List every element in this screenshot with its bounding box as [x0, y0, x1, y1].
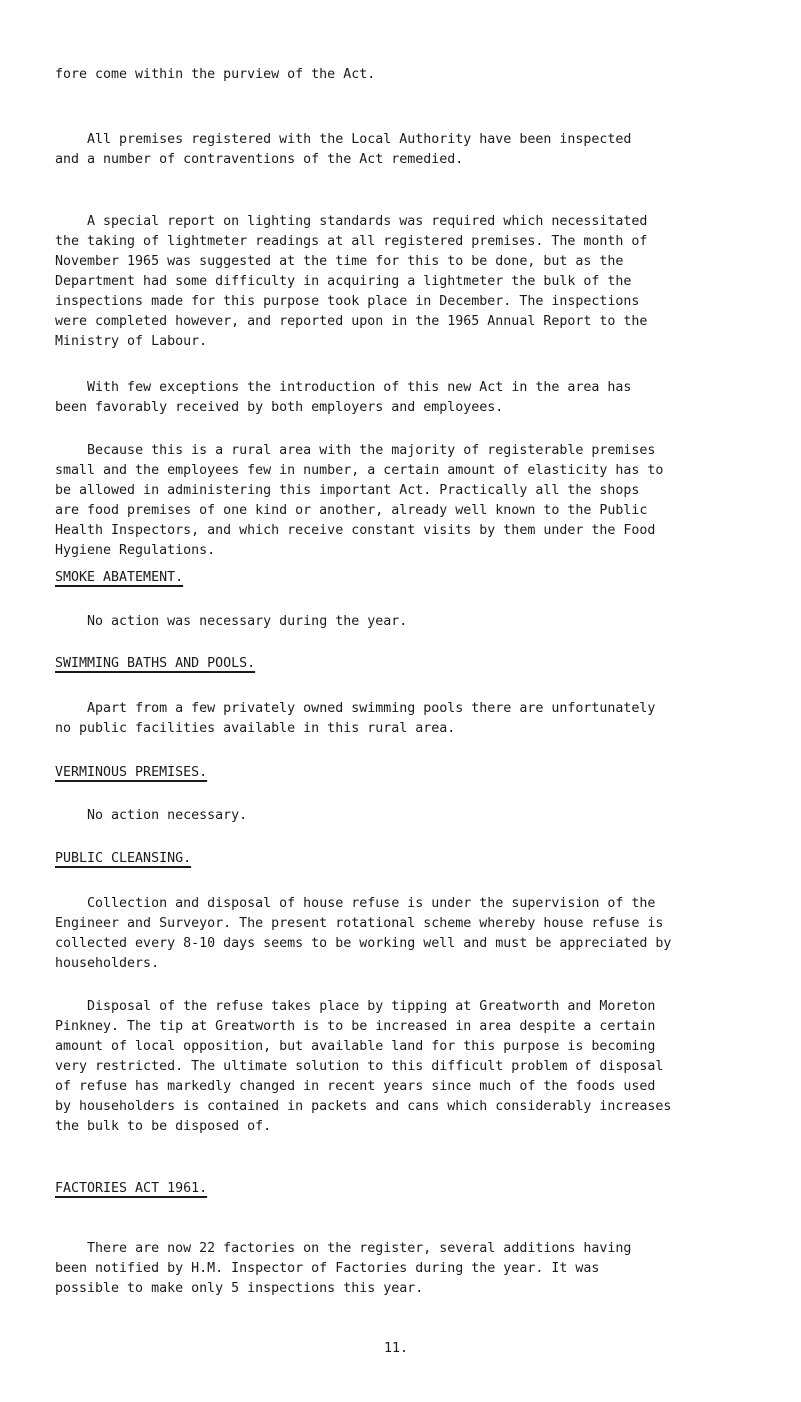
heading-verminous-premises: VERMINOUS PREMISES.	[55, 765, 208, 780]
heading-public-cleansing: PUBLIC CLEANSING.	[55, 851, 192, 866]
text-factories-act: There are now 22 factories on the register, several additions having been notified by H.M. Inspector of Factories during the year. It was possible to make only 5 inspections this year.	[55, 1241, 632, 1296]
paragraph-act-reception: With few exceptions the introduction of this new Act in the area has been favorably received by both employers and employees.	[55, 380, 632, 415]
page-number: 11.	[384, 1341, 409, 1356]
paragraph-rural-area: Because this is a rural area with the majority of registerable premises small and the employees few in number, a certain amount of elasticity has to be allowed in administering this important Act. Practically all the shops are food premises of one kind or another, already well known to the Public Health Inspectors, and which receive constant visits by them under the Food Hygiene Regulations.	[55, 443, 664, 558]
text-swimming-baths: Apart from a few privately owned swimming pools there are unfortunately no public facilities available in this rural area.	[55, 701, 656, 736]
text-refuse-collection: Collection and disposal of house refuse is under the supervision of the Engineer and Surveyor. The present rotational scheme whereby house refuse is collected every 8-10 days seems to be working well and must be appreciated by householders.	[55, 896, 672, 971]
paragraph-premises-inspected: All premises registered with the Local Authority have been inspected and a number of contraventions of the Act remedied.	[55, 132, 632, 167]
paragraph-lighting-report: A special report on lighting standards was required which necessitated the taking of lightmeter readings at all registered premises. The month of November 1965 was suggested at the time for this to be done, but as the Department had some difficulty in acquiring a lightmeter the bulk of the inspections made for this purpose took place in December. The inspections were completed however, and reported upon in the 1965 Annual Report to the Ministry of Labour.	[55, 214, 648, 349]
intro-text: fore come within the purview of the Act.	[55, 67, 376, 82]
heading-swimming-baths: SWIMMING BATHS AND POOLS.	[55, 656, 256, 671]
heading-factories-act: FACTORIES ACT 1961.	[55, 1181, 208, 1196]
heading-smoke-abatement: SMOKE ABATEMENT.	[55, 570, 184, 585]
text-smoke-abatement: No action was necessary during the year.	[55, 614, 408, 629]
text-refuse-disposal: Disposal of the refuse takes place by tipping at Greatworth and Moreton Pinkney. The tip at Greatworth is to be increased in area despite a certain amount of local opposition, but available land for this purpose is becoming very restricted. The ultimate solution to this difficult problem of disposal of refuse has markedly changed in recent years since much of the foods used by householders is contained in packets and cans which considerably increases the bulk to be disposed of.	[55, 999, 672, 1134]
text-verminous-premises: No action necessary.	[55, 808, 248, 823]
